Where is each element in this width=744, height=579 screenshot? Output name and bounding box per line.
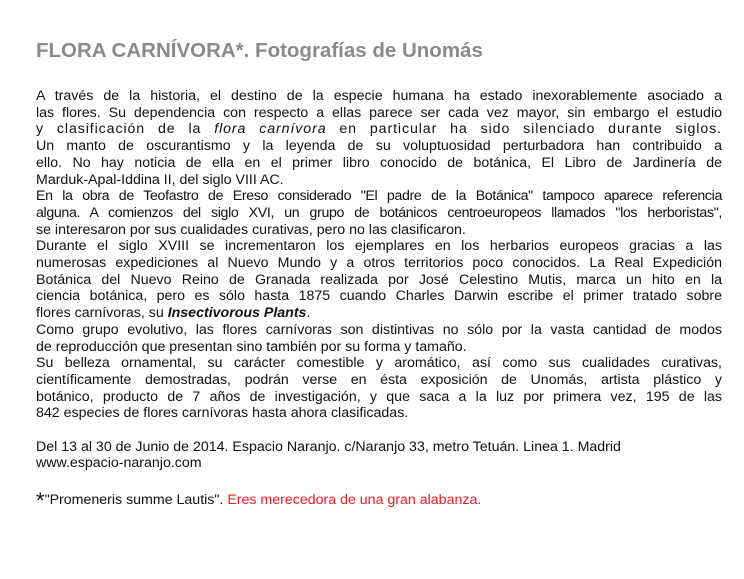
asterisk-mark: * — [36, 488, 45, 514]
text-segment: flores carnívoras, su — [36, 305, 168, 322]
text-line: A través de la historia, el destino de la especie humana ha estado inexorablemente asociado a — [36, 88, 722, 104]
spacer — [36, 472, 722, 492]
document-body — [36, 88, 722, 514]
text-line: Marduk-Apal-Iddina II, del siglo VIII AC. — [36, 171, 284, 188]
text-segment: . — [306, 305, 311, 322]
spacer — [36, 422, 722, 439]
footnote — [36, 488, 722, 514]
latin-phrase: "Promeneris summe Lautis". — [44, 492, 228, 509]
text-line: 842 especies de flores carnívoras hasta ahora clasificadas. — [36, 405, 409, 422]
text-line: se interesaron por sus cualidades curativas, pero no las clasificaron. — [36, 221, 466, 238]
text-line: ello. No hay noticia de ella en el primer libro conocido de botánica, El Libro de Jardinería de — [36, 154, 722, 171]
text-line: alguna. A comienzos del siglo XVI, un grupo de botánicos centroeuropeos llamados "los herboristas", — [36, 204, 722, 221]
event-website-link[interactable]: www.espacio-naranjo.com — [36, 455, 202, 472]
text-line: de reproducción que presentan sino también por su forma y tamaño. — [36, 338, 467, 355]
paragraph-teofastro — [36, 188, 722, 238]
paragraph-evolution — [36, 322, 722, 355]
italic-term: flora carnívora — [214, 121, 327, 138]
text-line: las flores. Su dependencia con respecto a ellas parece ser cada vez mayor, sin embargo el estudio — [36, 104, 722, 121]
text-line: En la obra de Teofastro de Ereso considerado "El padre de la Botánica" tampoco aparece referencia — [36, 188, 722, 205]
text-line: Un manto de oscurantismo y la leyenda de su voluptuosidad perturbadora han contribuido a — [36, 138, 722, 155]
event-info — [36, 439, 722, 472]
paragraph-exhibition — [36, 355, 722, 422]
text-line — [36, 121, 722, 138]
text-segment: y clasificación de la — [36, 121, 215, 138]
event-details: Del 13 al 30 de Junio de 2014. Espacio Naranjo. c/Naranjo 33, metro Tetuán. Linea 1. Madrid — [36, 438, 621, 455]
text-line: ciencia botánica, pero es sólo hasta 1875 cuando Charles Darwin escribe el primer tratado sobre — [36, 288, 722, 305]
text-line: Como grupo evolutivo, las flores carnívoras son distintivas no sólo por la vasta cantidad de modos — [36, 321, 722, 338]
text-line: Durante el siglo XVIII se incrementaron los ejemplares en los herbarios europeos gracias a las — [36, 238, 722, 255]
book-title: Insectivorous Plants — [167, 305, 307, 322]
text-line: botánico, producto de 7 años de investigación, y que saca a la luz por primera vez, 195 de las — [36, 388, 722, 405]
text-line — [36, 305, 722, 322]
paragraph-xviii-century — [36, 238, 722, 322]
paragraph-history — [36, 88, 722, 188]
page-title: FLORA CARNÍVORA*. Fotografías de Unomás — [36, 39, 483, 62]
document-page — [36, 36, 722, 514]
text-line: científicamente demostradas, podrán verse en ésta exposición de Unomás, artista plástico y — [36, 371, 722, 388]
text-line: numerosas expediciones al Nuevo Mundo y a otros territorios poco conocidos. La Real Expedición — [36, 255, 722, 272]
text-line: Su belleza ornamental, su carácter comestible y aromático, así como sus cualidades curativas, — [36, 355, 722, 372]
text-line: Botánica del Nuevo Reino de Granada realizada por José Celestino Mutis, marca un hito en la — [36, 271, 722, 288]
translation-text: Eres merecedora de una gran alabanza. — [227, 492, 482, 509]
text-segment: en particular ha sido silenciado durante siglos. — [326, 121, 722, 138]
